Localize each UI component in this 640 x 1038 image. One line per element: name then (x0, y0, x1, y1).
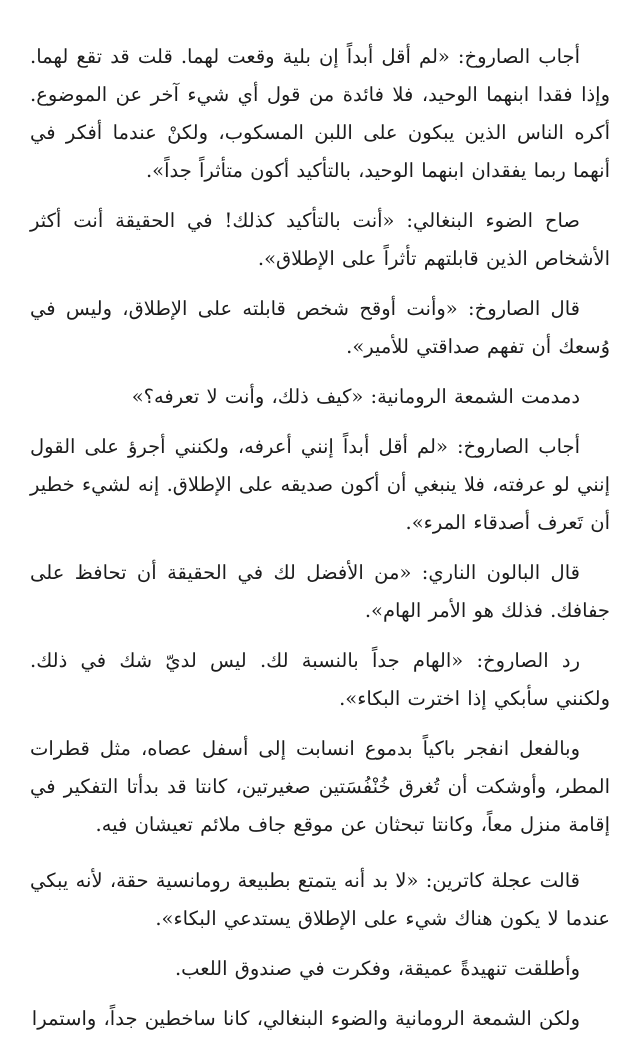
paragraph-11: ولكن الشمعة الرومانية والضوء البنغالي، كانا ساخطين جداً، واستمرا (31, 1007, 580, 1030)
paragraph-5: أجاب الصاروخ: «لم أقل أبداً إنني أعرفه، ولكنني أجرؤ على القول إنني لو عرفته، فلا ينبغي أن أكون صديقه على الإطلاق. إنه لشيء خطير أن تَعرف أصدقاء المرء». (30, 435, 610, 534)
paragraph-6: قال البالون الناري: «من الأفضل لك في الحقيقة أن تحافظ على جفافك. فذلك هو الأمر الهام». (30, 561, 610, 622)
paragraph-2: صاح الضوء البنغالي: «أنت بالتأكيد كذلك! في الحقيقة أنت أكثر الأشخاص الذين قابلتهم تأثراً على الإطلاق». (30, 209, 610, 270)
paragraph-4: دمدمت الشمعة الرومانية: «كيف ذلك، وأنت لا تعرفه؟» (131, 385, 580, 408)
paragraph-7: رد الصاروخ: «الهام جداً بالنسبة لك. ليس لديّ شك في ذلك. ولكنني سأبكي إذا اخترت البكاء». (30, 649, 610, 710)
paragraph-9: قالت عجلة كاترين: «لا بد أنه يتمتع بطبيعة رومانسية حقة، لأنه يبكي عندما لا يكون هناك شيء على الإطلاق يستدعي البكاء». (30, 869, 610, 930)
paragraph-10: وأطلقت تنهيدةً عميقة، وفكرت في صندوق اللعب. (174, 957, 580, 980)
paragraph-3: قال الصاروخ: «وأنت أوقح شخص قابلته على الإطلاق، وليس في وُسعك أن تفهم صداقتي للأمير». (30, 297, 610, 358)
paragraph-1: أجاب الصاروخ: «لم أقل أبداً إن بلية وقعت لهما. قلت قد تقع لهما. وإذا فقدا ابنهما الوحيد، فلا فائدة من قول أي شيء آخر عن الموضوع. أكره الناس الذين يبكون على اللبن المسكوب، ولكنْ عندما أفكر في أنهما ربما يفقدان ابنهما الوحيد، بالتأكيد أكون متأثراً جداً». (30, 45, 610, 182)
paragraph-8: وبالفعل انفجر باكياً بدموع انسابت إلى أسفل عصاه، مثل قطرات المطر، وأوشكت أن تُغرق خُنْفُسَتين صغيرتين، كانتا قد بدأتا التفكير في إقامة منزل معاً، وكانتا تبحثان عن موقع جاف ملائم تعيشان فيه. (30, 737, 610, 836)
